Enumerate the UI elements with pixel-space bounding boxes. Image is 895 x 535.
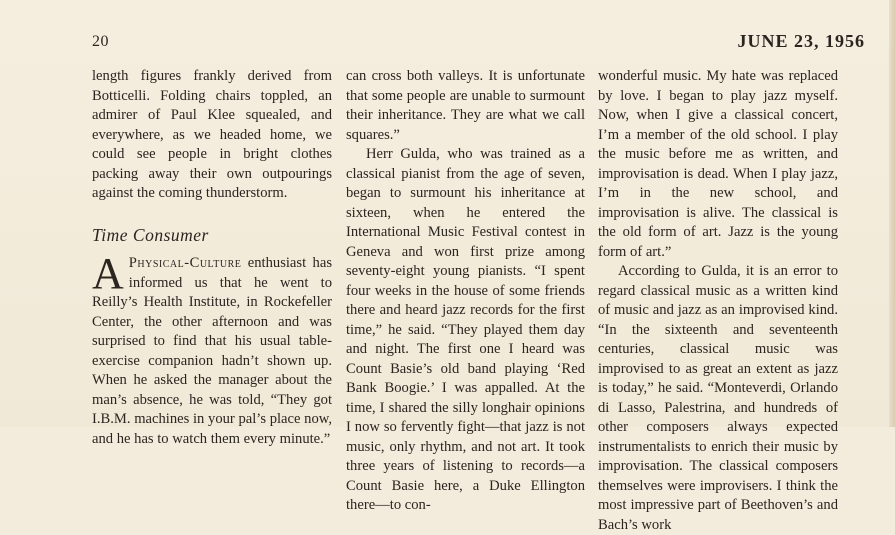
paragraph: According to Gulda, it is an error to regard classical music as a written kind of music and jazz as an improvised kind. “In the sixteenth and seventeenth centuries, classical music was improvised to as great an extent as jazz is today,” he said. “Monteverdi, Orlando di Lasso, Palestrina, and hundreds of other composers always expected instrumentalists to enrich their music by improvisation. The classical composers themselves were improvisers. I think the most impressive part of Beethoven’s and Bach’s work [598,263,838,533]
paragraph: can cross both valleys. It is unfortunate that some people are unable to surmount their inheritance. They are what we call squares.” [346,68,585,143]
column-3 [598,67,838,535]
paragraph: wonderful music. My hate was replaced by love. I began to play jazz myself. Now, when I give a classical concert, I’m a member of the old school. I play the music before me as written, and improvisation is dead. When I play jazz, I’m in the new school, and improvisation is alive. The classical is the old form of art. Jazz is the young form of art.” [598,68,838,260]
column-2 [346,67,585,516]
page-number: 20 [92,33,109,50]
paragraph-text: enthusiast has informed us that he went to Reilly’s Health Institute, in Rockefeller Center, the other afternoon and was surprised to find that his usual table-exercise companion hadn’t shown up. When he asked the manager about the man’s absence, he was told, “They got I.B.M. machines in your pal’s place now, and he has to watch them every minute.” [92,255,332,447]
lead-in-small-caps: Physical-Culture [128,255,242,271]
column-1 [92,67,332,449]
paragraph [92,249,332,449]
drop-cap: A [92,249,124,298]
paragraph: Herr Gulda, who was trained as a classical pianist from the age of seven, began to surmount his inheritance at sixteen, when he entered the International Music Festival contest in Geneva and won first prize among seventy-eight young pianists. “I spent four weeks in the house of some friends there and heard jazz records for the first time,” he said. “They played them day and night. The first one I heard was Count Basie’s old band playing ‘Red Bank Boogie.’ I was appalled. At the time, I shared the silly longhair opinions I now so fervently fight—that jazz is not music, only rhythm, and not art. It took three years of listening to records—a Count Basie here, a Duke Ellington there—to con- [346,146,585,513]
page-edge [889,0,895,427]
paragraph: length figures frankly derived from Botticelli. Folding chairs toppled, an admirer of Paul Klee squealed, and everywhere, as we headed home, we could see people in bright clothes packing away their own outpourings against the coming thunderstorm. [92,68,332,201]
issue-date: JUNE 23, 1956 [737,31,865,51]
section-heading: Time Consumer [92,224,209,245]
